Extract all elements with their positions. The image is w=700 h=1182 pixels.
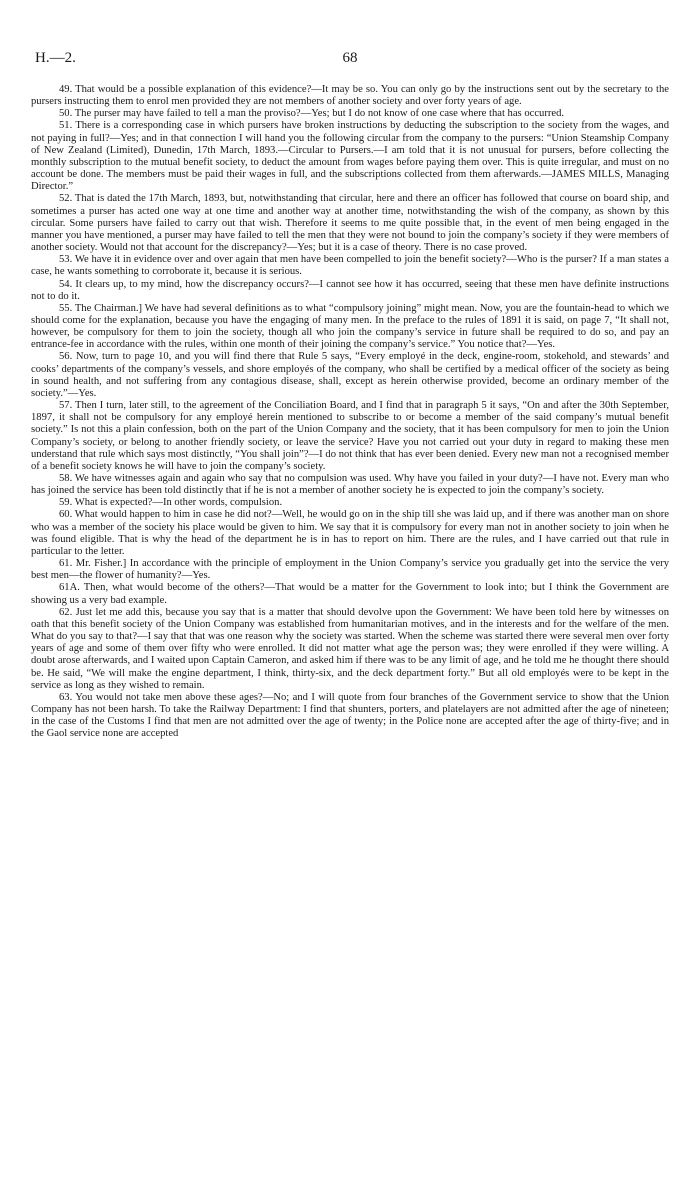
paragraph-50: 50. The purser may have failed to tell a man the proviso?—Yes; but I do not know of one case where that has occurred. [59,108,565,120]
paragraph-61: 61. Mr. Fisher.] In accordance with the principle of employment in the Union Company’s service you gradually get into the service the very best men—the flower of humanity?—Yes. [31,558,669,582]
document-reference: H.—2. [35,50,76,66]
paragraph-63: 63. You would not take men above these ages?—No; and I will quote from four branches of the Government service to show that the Union Company has not been harsh. To take the Railway Department: I find that shunters, porters, and platelayers are not admitted after the age of nineteen; in the case of the Customs I find that men are not admitted over the age of twenty; in the Police none are accepted after the age of thirty-five; and in the Gaol service none are accepted [31,691,669,740]
paragraph-60: 60. What would happen to him in case he did not?—Well, he would go on in the ship till she was laid up, and if there was another man on shore who was a member of the society his place would be given to him. We say that it is compulsory for every man not in another society to join when he was found eligible. That is why the head of the department he is in has to report on him. There are the rules, and I have carried out that rule in particular to the letter. [31,509,669,557]
paragraph-62: 62. Just let me add this, because you say that is a matter that should devolve upon the Government: We have been told here by witnesses on oath that this benefit society of the Union Company was established from humanitarian motives, and in the interests and for the welfare of the men. What do you say to that?—I say that that was one reason why the society was started. When the scheme was started there were several men over forty years of age and some of them over fifty who were enrolled. It did not matter what age the person was; they were enrolled if they were willing. A doubt arose afterwards, and I waited upon Captain Cameron, and asked him if there was to be any limit of age, and he told me he thought there should be. He said, “We will make the engine department, I think, thirty-six, and the deck department forty.” But all old employés were to be kept in the service as long as they wished to remain. [31,606,669,691]
paragraph-54: 54. It clears up, to my mind, how the discrepancy occurs?—I cannot see how it has occurred, seeing that these men have definite instructions not to do it. [31,278,669,302]
paragraph-56: 56. Now, turn to page 10, and you will find there that Rule 5 says, “Every employé in the deck, engine-room, stokehold, and stewards’ and cooks’ departments of the company’s vessels, and shore employés of the company, who shall be certified by a medical officer of the society as being in sound health, and not suffering from any contagious disease, shall, except as herein otherwise provided, become an ordinary member of the society.”—Yes. [31,351,669,399]
paragraph-52: 52. That is dated the 17th March, 1893, but, notwithstanding that circular, here and there an officer has followed that course on board ship, and sometimes a purser has acted one way at one time and another way at another time, notwithstanding the wish of the company, as shown by this circular. Some pursers have failed to carry out that wish. Therefore it seems to me quite possible that, in the event of men being engaged in the manner you have mentioned, a purser may have failed to tell the men that they were not bound to join the company’s society if they were members of another society. Would not that account for the discrepancy?—Yes; but it is a case of theory. There is no case proved. [31,193,669,254]
paragraph-57: 57. Then I turn, later still, to the agreement of the Conciliation Board, and I find that in paragraph 5 it says, “On and after the 30th September, 1897, it shall not be compulsory for any employé herein mentioned to subscribe to or become a member of the said company’s mutual benefit society.” Is not this a plain confession, both on the part of the Union Company and the society, that it has been compulsory for men to join the Union Company’s society, or belong to another friendly society, or leave the service? Have you not carried out your duty in regard to making these men understand that rule which says most distinctly, “You shall join”?—I do not think that has ever been denied. Every new man not a recognised member of a benefit society knows he will have to join the company’s society. [31,400,669,472]
document-body [31,84,669,740]
paragraph-58: 58. We have witnesses again and again who say that no compulsion was used. Why have you failed in your duty?—I have not. Every man who has joined the service has been told distinctly that if he is not a member of another society he is expected to join the company’s society. [31,473,669,497]
paragraph-61a: 61A. Then, what would become of the others?—That would be a matter for the Government to look into; but I think the Government are showing us a very bad example. [31,582,669,606]
paragraph-59: 59. What is expected?—In other words, compulsion. [59,497,283,509]
page-header [31,50,669,74]
paragraph-51: 51. There is a corresponding case in which pursers have broken instructions by deducting the subscription to the society from the wages, and not paying in full?—Yes; and in that connection I will hand you the following circular from the company to the pursers: “Union Steamship Company of New Zealand (Limited), Dunedin, 17th March, 1893.—Circular to Pursers.—I am told that it is not unusual for pursers, before collecting the monthly subscription to the mutual benefit society, to deduct the amount from wages before paying them over. This is quite irregular, and must on no account be done. The members must be paid their wages in full, and the subscriptions collected from them afterwards.—JAMES MILLS, Managing Director.” [31,120,669,193]
paragraph-53: 53. We have it in evidence over and over again that men have been compelled to join the benefit society?—Who is the purser? If a man states a case, he wants something to corroborate it, because it is serious. [31,254,669,278]
paragraph-55: 55. The Chairman.] We have had several definitions as to what “compulsory joining” might mean. Now, you are the fountain-head to which we should come for the explanation, because you have the engaging of many men. In the preface to the rules of 1891 it is said, on page 7, “It shall not, however, be compulsory for them to join the society, though all who join the company’s service in future shall be required to do so, and pay an entrance-fee in accordance with the rules, within one month of their joining the company’s service.” You notice that?—Yes. [31,302,669,351]
paragraph-49: 49. That would be a possible explanation of this evidence?—It may be so. You can only go by the instructions sent out by the secretary to the pursers instructing them to enrol men provided they are not members of another society and over forty years of age. [31,84,669,108]
page-number: 68 [342,50,358,66]
